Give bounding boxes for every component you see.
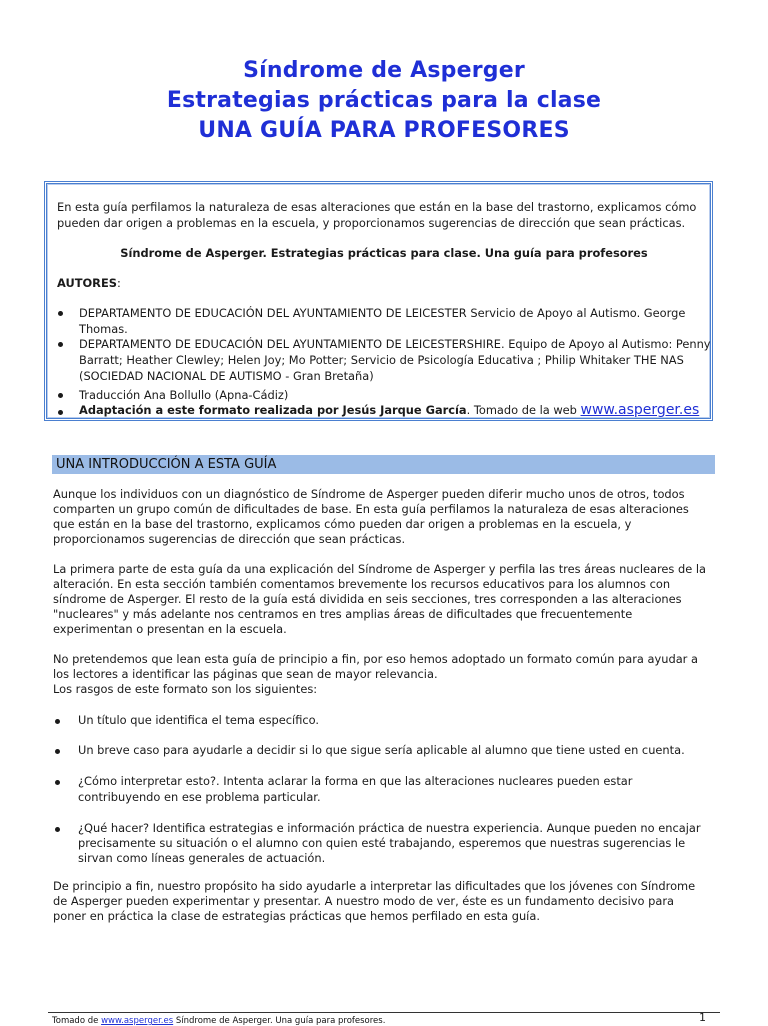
author-1-line-1: DEPARTAMENTO DE EDUCACIÓN DEL AYUNTAMIENTO DE LEICESTER Servicio de Apoyo al Autismo. George xyxy=(79,306,686,320)
feature-bullet-4-line-2: precisamente su situación o el alumno con quien esté trabajando, esperemos que nuestras sugerencias le xyxy=(78,836,686,850)
feature-bullet-3-line-2: contribuyendo en ese problema particular. xyxy=(78,790,321,804)
autores-colon: : xyxy=(116,276,121,290)
adaptation-rest: . Tomado de la web xyxy=(466,403,581,417)
title-line-3: UNA GUÍA PARA PROFESORES xyxy=(198,118,570,143)
paragraph-4-line-2: de Asperger pueden experimentar y presentar. A nuestro modo de ver, éste es un fundamento decisivo para xyxy=(53,894,674,908)
autores-heading xyxy=(57,275,121,291)
bullet-dot xyxy=(58,311,63,316)
footer-prefix: Tomado de xyxy=(52,1016,102,1026)
feature-bullet-4-line-1: ¿Qué hacer? Identifica estrategias e información práctica de nuestra experiencia. Aunque pueden no encajar xyxy=(78,821,701,835)
paragraph-4-line-1: De principio a fin, nuestro propósito ha sido ayudarle a interpretar las dificultades que los jóvenes con Síndrome xyxy=(53,879,696,893)
author-2-line-2: Barratt; Heather Clewley; Helen Joy; Mo Potter; Servicio de Psicología Educativa ; Philip Whitaker THE NAS xyxy=(79,353,684,367)
bullet-dot xyxy=(55,827,60,832)
feature-bullet-3-line-1: ¿Cómo interpretar esto?. Intenta aclarar la forma en que las alteraciones nucleares pueden estar xyxy=(78,774,633,788)
paragraph-1-line-1: Aunque los individuos con un diagnóstico de Síndrome de Asperger pueden diferir mucho unos de otros, todos xyxy=(53,487,685,501)
document-title xyxy=(0,56,768,146)
author-3: Traducción Ana Bollullo (Apna-Cádiz) xyxy=(79,388,289,402)
adaptation-credit: Adaptación a este formato realizada por Jesús Jarque García xyxy=(79,403,467,417)
section-heading: UNA INTRODUCCIÓN A ESTA GUÍA xyxy=(52,455,715,474)
author-4 xyxy=(79,402,699,418)
paragraph-3-line-2: los lectores a identificar las páginas que sean de mayor relevancia. xyxy=(53,667,438,681)
footer-link[interactable]: www.asperger.es xyxy=(101,1016,174,1026)
title-line-1: Síndrome de Asperger xyxy=(243,58,525,83)
paragraph-3-line-3: Los rasgos de este formato son los siguientes: xyxy=(53,682,318,696)
autores-label: AUTORES xyxy=(57,276,117,290)
bullet-dot xyxy=(58,393,63,398)
bullet-dot xyxy=(58,342,63,347)
paragraph-2-line-3: síndrome de Asperger. El resto de la guía está dividida en seis secciones, tres corresponden a las alteraciones xyxy=(53,592,682,606)
paragraph-1-line-3: que están en la base del trastorno, explicamos cómo pueden dar origen a problemas en la escuela, y xyxy=(53,517,632,531)
feature-bullet-1: Un título que identifica el tema específico. xyxy=(78,713,320,727)
footer-rule xyxy=(48,1012,720,1013)
box-subtitle: Síndrome de Asperger. Estrategias prácticas para clase. Una guía para profesores xyxy=(120,246,648,260)
bullet-dot xyxy=(58,410,63,415)
asperger-link[interactable]: www.asperger.es xyxy=(580,402,700,418)
feature-bullet-2: Un breve caso para ayudarle a decidir si lo que sigue sería aplicable al alumno que tiene usted en cuenta. xyxy=(78,743,685,757)
footer-text: Síndrome de Asperger. Una guía para profesores. xyxy=(173,1016,386,1026)
author-2-line-1: DEPARTAMENTO DE EDUCACIÓN DEL AYUNTAMIENTO DE LEICESTERSHIRE. Equipo de Apoyo al Autismo: Penny xyxy=(79,337,711,351)
paragraph-4-line-3: poner en práctica la clase de estrategias prácticas que hemos perfilado en esta guía. xyxy=(53,909,540,923)
paragraph-2-line-2: alteración. En esta sección también comentamos brevemente los recursos educativos para los alumnos con xyxy=(53,577,671,591)
feature-bullet-4-line-3: sirvan como líneas generales de actuación. xyxy=(78,851,326,865)
paragraph-3-line-1: No pretendemos que lean esta guía de principio a fin, por eso hemos adoptado un formato común para ayudar a xyxy=(53,652,698,666)
box-intro-line-1: En esta guía perfilamos la naturaleza de esas alteraciones que están en la base del trastorno, explicamos cómo xyxy=(57,200,697,214)
page-number: 1 xyxy=(699,1011,706,1024)
author-1-line-2: Thomas. xyxy=(79,322,128,336)
paragraph-2-line-5: experimentan o presentan en la escuela. xyxy=(53,622,287,636)
box-intro-line-2: pueden dar origen a problemas en la escuela, y proporcionamos sugerencias de dirección que sean prácticas. xyxy=(57,216,686,230)
paragraph-2-line-4: "nucleares" y más adelante nos centramos en tres amplias áreas de dificultades que frecuentemente xyxy=(53,607,633,621)
paragraph-2-line-1: La primera parte de esta guía da una explicación del Síndrome de Asperger y perfila las tres áreas nucleares de la xyxy=(53,562,706,576)
paragraph-1-line-4: proporcionamos sugerencias de dirección que sean prácticas. xyxy=(53,532,406,546)
title-line-2: Estrategias prácticas para la clase xyxy=(166,88,602,113)
paragraph-1-line-2: comparten un grupo común de dificultades de base. En esta guía perfilamos la naturaleza de esas alteraciones xyxy=(53,502,689,516)
bullet-dot xyxy=(55,719,60,724)
bullet-dot xyxy=(55,780,60,785)
footer xyxy=(52,1016,385,1026)
author-2-line-3: (SOCIEDAD NACIONAL DE AUTISMO - Gran Bretaña) xyxy=(79,369,374,383)
bullet-dot xyxy=(55,749,60,754)
